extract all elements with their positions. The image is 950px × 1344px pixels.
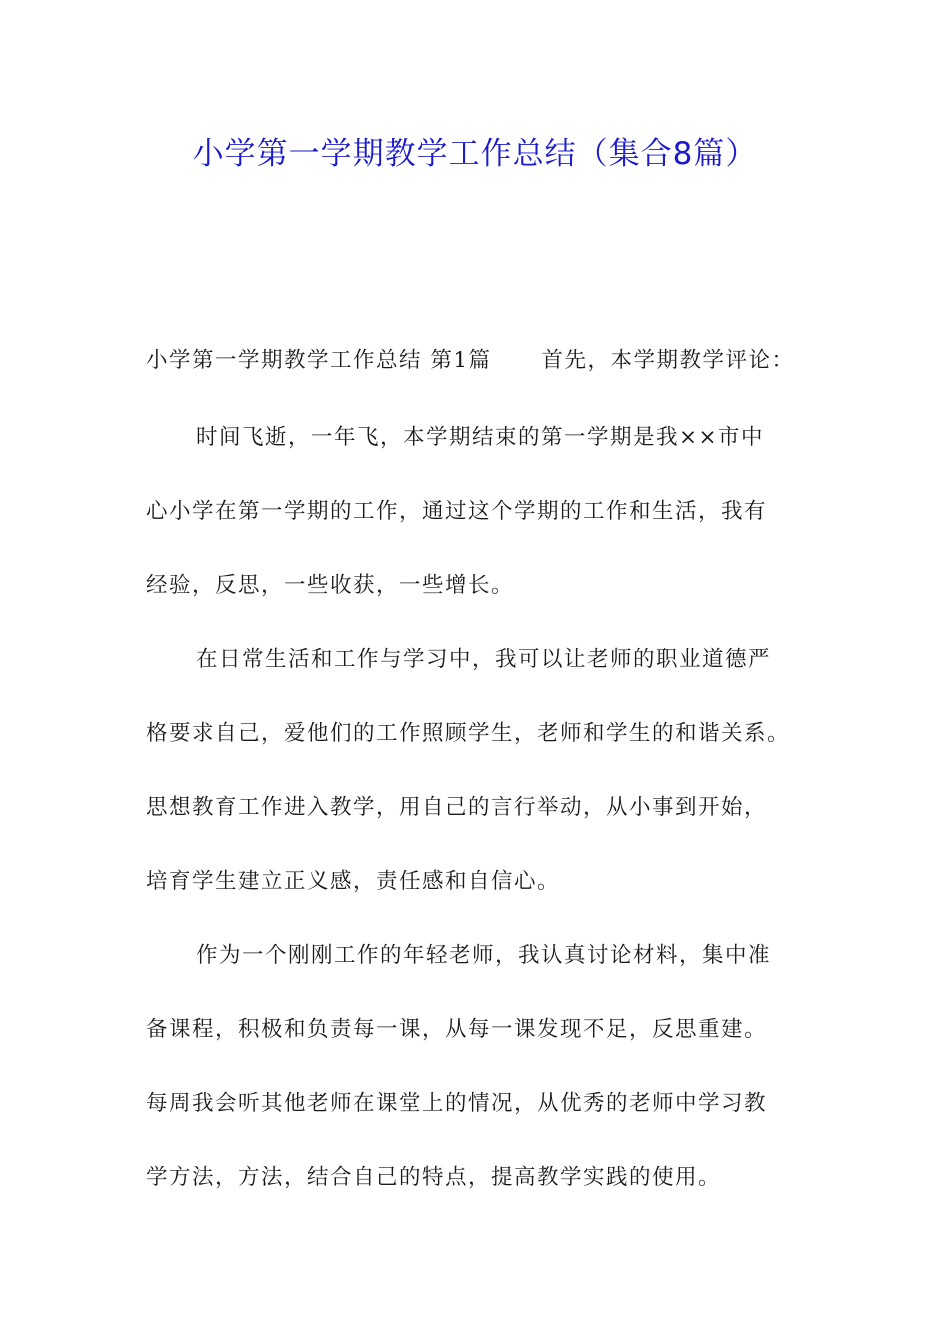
paragraph-line: 培育学生建立正义感，责任感和自信心。 — [146, 869, 561, 894]
paragraph-line: 备课程，积极和负责每一课，从每一课发现不足，反思重建。 — [146, 1017, 768, 1042]
section-heading: 小学第一学期教学工作总结 第1篇 — [146, 348, 492, 373]
paragraph-line: 每周我会听其他老师在课堂上的情况，从优秀的老师中学习教 — [146, 1091, 768, 1116]
paragraph-line: 在日常生活和工作与学习中，我可以让老师的职业道德严 — [196, 647, 772, 672]
paragraph-line: 经验，反思，一些收获，一些增长。 — [146, 573, 515, 598]
paragraph-line: 思想教育工作进入教学，用自己的言行举动，从小事到开始， — [146, 795, 768, 820]
paragraph-line: 格要求自己，爱他们的工作照顾学生，老师和学生的和谐关系。 — [146, 721, 791, 746]
section-heading-line — [146, 346, 795, 376]
section-intro: 首先，本学期教学评论： — [541, 348, 795, 373]
paragraph-line: 时间飞逝，一年飞，本学期结束的第一学期是我××市中 — [196, 425, 765, 450]
paragraph-line: 作为一个刚刚工作的年轻老师，我认真讨论材料，集中准 — [196, 943, 772, 968]
document-title: 小学第一学期教学工作总结（集合8篇） — [192, 136, 758, 172]
paragraph-line: 学方法，方法，结合自己的特点，提高教学实践的使用。 — [146, 1165, 722, 1190]
paragraph-line: 心小学在第一学期的工作，通过这个学期的工作和生活，我有 — [146, 499, 768, 524]
